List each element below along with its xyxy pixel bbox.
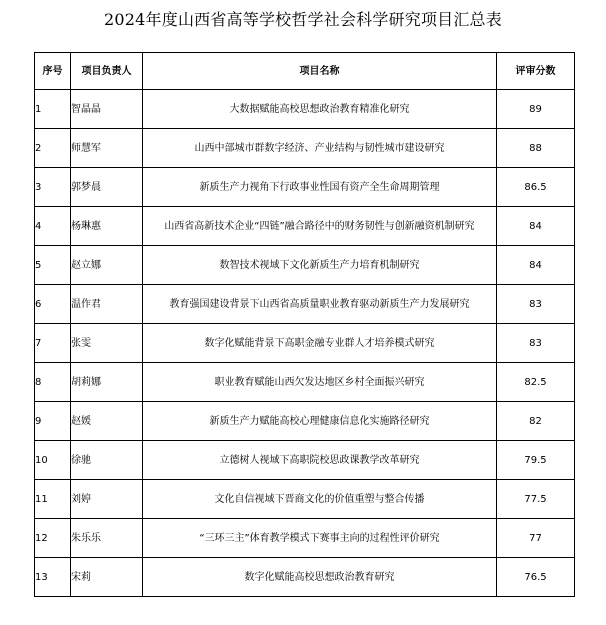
row-leader: 刘婷 <box>71 480 143 519</box>
row-score: 89 <box>497 90 575 129</box>
table-row <box>35 402 575 441</box>
row-project: 大数据赋能高校思想政治教育精准化研究 <box>143 90 497 129</box>
row-score: 84 <box>497 207 575 246</box>
row-leader: 杨琳惠 <box>71 207 143 246</box>
row-index: 10 <box>35 441 71 480</box>
row-index: 13 <box>35 558 71 597</box>
row-index: 3 <box>35 168 71 207</box>
row-index: 2 <box>35 129 71 168</box>
row-leader: 宋莉 <box>71 558 143 597</box>
row-leader: 郭梦晨 <box>71 168 143 207</box>
row-leader: 赵媛 <box>71 402 143 441</box>
table-row <box>35 324 575 363</box>
row-project: “三环三主”体育教学模式下赛事主向的过程性评价研究 <box>143 519 497 558</box>
row-index: 7 <box>35 324 71 363</box>
table-row <box>35 129 575 168</box>
row-project: 职业教育赋能山西欠发达地区乡村全面振兴研究 <box>143 363 497 402</box>
row-score: 83 <box>497 285 575 324</box>
table-row <box>35 168 575 207</box>
row-score: 82.5 <box>497 363 575 402</box>
row-index: 6 <box>35 285 71 324</box>
table-row <box>35 519 575 558</box>
row-score: 82 <box>497 402 575 441</box>
row-score: 88 <box>497 129 575 168</box>
row-score: 77 <box>497 519 575 558</box>
row-leader: 张雯 <box>71 324 143 363</box>
header-leader: 项目负责人 <box>71 53 143 90</box>
row-index: 11 <box>35 480 71 519</box>
table-row <box>35 90 575 129</box>
table-row <box>35 558 575 597</box>
table-row <box>35 441 575 480</box>
row-index: 1 <box>35 90 71 129</box>
row-index: 5 <box>35 246 71 285</box>
row-leader: 赵立娜 <box>71 246 143 285</box>
header-index: 序号 <box>35 53 71 90</box>
row-leader: 温作君 <box>71 285 143 324</box>
row-leader: 徐驰 <box>71 441 143 480</box>
row-score: 79.5 <box>497 441 575 480</box>
row-project: 新质生产力视角下行政事业性国有资产全生命周期管理 <box>143 168 497 207</box>
row-index: 8 <box>35 363 71 402</box>
table-row <box>35 207 575 246</box>
row-score: 76.5 <box>497 558 575 597</box>
row-score: 83 <box>497 324 575 363</box>
row-index: 9 <box>35 402 71 441</box>
row-project: 教育强国建设背景下山西省高质量职业教育驱动新质生产力发展研究 <box>143 285 497 324</box>
row-project: 文化自信视域下晋商文化的价值重塑与整合传播 <box>143 480 497 519</box>
row-score: 77.5 <box>497 480 575 519</box>
header-score: 评审分数 <box>497 53 575 90</box>
table-row <box>35 246 575 285</box>
row-leader: 师慧军 <box>71 129 143 168</box>
row-score: 84 <box>497 246 575 285</box>
row-leader: 朱乐乐 <box>71 519 143 558</box>
table-header-row <box>35 53 575 90</box>
row-leader: 智晶晶 <box>71 90 143 129</box>
project-summary-table <box>34 52 575 597</box>
row-project: 立德树人视域下高职院校思政课教学改革研究 <box>143 441 497 480</box>
row-index: 4 <box>35 207 71 246</box>
table-row <box>35 285 575 324</box>
row-project: 数智技术视域下文化新质生产力培育机制研究 <box>143 246 497 285</box>
table-row <box>35 363 575 402</box>
page-title: 2024年度山西省高等学校哲学社会科学研究项目汇总表 <box>104 10 502 29</box>
header-project: 项目名称 <box>143 53 497 90</box>
row-project: 数字化赋能高校思想政治教育研究 <box>143 558 497 597</box>
row-project: 山西省高新技术企业“四链”融合路径中的财务韧性与创新融资机制研究 <box>143 207 497 246</box>
table-row <box>35 480 575 519</box>
row-project: 新质生产力赋能高校心理健康信息化实施路径研究 <box>143 402 497 441</box>
row-index: 12 <box>35 519 71 558</box>
row-score: 86.5 <box>497 168 575 207</box>
row-project: 数字化赋能背景下高职金融专业群人才培养模式研究 <box>143 324 497 363</box>
row-leader: 胡莉娜 <box>71 363 143 402</box>
row-project: 山西中部城市群数字经济、产业结构与韧性城市建设研究 <box>143 129 497 168</box>
